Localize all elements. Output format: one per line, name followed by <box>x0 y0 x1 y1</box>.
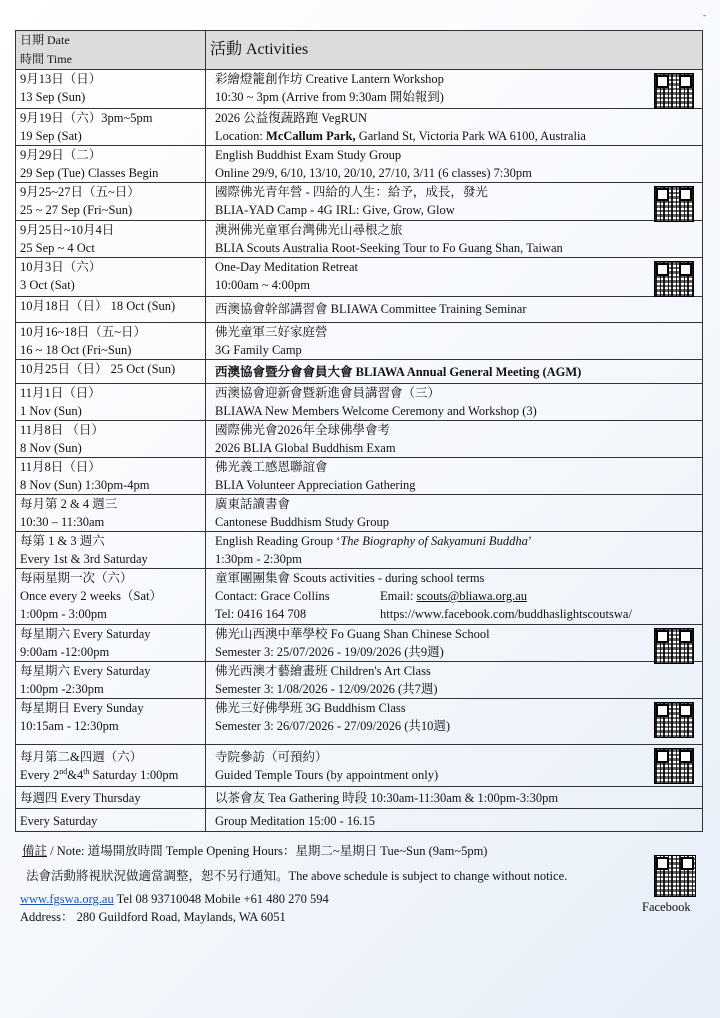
date-zh: 11月8日 （日） <box>20 423 104 437</box>
email-label: Email: <box>380 589 417 603</box>
table-row <box>16 146 703 183</box>
date-zh: 每月第 2 & 4 週三 <box>20 497 118 511</box>
date-zh: 每星期六 Every Saturday <box>20 627 151 641</box>
row-activity <box>206 258 703 297</box>
header-time: 時間 Time <box>20 52 72 66</box>
activity-detail: BLIA Scouts Australia Root-Seeking Tour to Fo Guang Shan, Taiwan <box>215 241 563 255</box>
row-activity <box>206 384 703 421</box>
book-title: The Biography of Sakyamuni Buddha <box>340 534 528 548</box>
date-part: Saturday 1:00pm <box>89 768 179 782</box>
row-activity <box>206 146 703 183</box>
date-en: 25 Sep ~ 4 Oct <box>20 241 95 255</box>
table-row <box>16 625 703 662</box>
header-date-time <box>16 31 206 70</box>
row-date <box>16 323 206 360</box>
row-activity <box>206 569 703 625</box>
activity-title: 澳洲佛光童軍台灣佛光山尋根之旅 <box>215 223 403 237</box>
date-en: Once every 2 weeks（Sat） <box>20 589 162 603</box>
date-en: 8 Nov (Sun) 1:30pm-4pm <box>20 478 150 492</box>
date-en: 8 Nov (Sun) <box>20 441 82 455</box>
facebook-label: Facebook <box>642 900 691 914</box>
activity-title: 以茶會友 Tea Gathering 時段 10:30am-11:30am & 1:00pm-3:30pm <box>215 791 559 805</box>
date-en: 13 Sep (Sun) <box>20 90 86 104</box>
date-en <box>20 766 202 784</box>
phone-numbers: Tel 08 93710048 Mobile +61 480 270 594 <box>113 892 329 906</box>
row-activity <box>206 745 703 787</box>
row-date <box>16 625 206 662</box>
table-row <box>16 360 703 384</box>
date-en: 25 ~ 27 Sep (Fri~Sun) <box>20 203 133 217</box>
row-date <box>16 569 206 625</box>
activity-detail: Guided Temple Tours (by appointment only) <box>215 768 439 782</box>
activity-detail: 10:30 ~ 3pm (Arrive from 9:30am 開始報到) <box>215 90 444 104</box>
date-en: 10:15am - 12:30pm <box>20 719 119 733</box>
qr-code-icon[interactable] <box>654 628 694 664</box>
row-date <box>16 384 206 421</box>
row-activity <box>206 787 703 809</box>
row-date <box>16 297 206 323</box>
date-zh: 10月18日（日） 18 Oct (Sun) <box>20 299 176 313</box>
row-date <box>16 495 206 532</box>
date-zh: 11月1日（日） <box>20 386 101 400</box>
location-label: Location: <box>215 129 267 143</box>
date-zh: 每第 1 & 3 週六 <box>20 534 105 548</box>
activity-detail: Online 29/9, 6/10, 13/10, 20/10, 27/10, 3/11 (6 classes) 7:30pm <box>215 166 532 180</box>
activity-title: 西澳協會暨分會會員大會 BLIAWA Annual General Meeting (AGM) <box>215 365 582 379</box>
row-date <box>16 221 206 258</box>
activity-title: English Buddhist Exam Study Group <box>215 148 402 162</box>
activity-title <box>215 532 699 550</box>
activity-title: 彩繪燈籠創作坊 Creative Lantern Workshop <box>215 72 444 86</box>
row-activity <box>206 532 703 569</box>
table-row <box>16 109 703 146</box>
table-row <box>16 745 703 787</box>
date-time: 1:00pm - 3:00pm <box>20 607 107 621</box>
header-activities: 活動 Activities <box>206 31 703 70</box>
table-row <box>16 297 703 323</box>
activity-detail: Semester 3: 1/08/2026 - 12/09/2026 (共7週) <box>215 682 438 696</box>
website-link[interactable]: www.fgswa.org.au <box>20 892 114 906</box>
activity-title: 國際佛光青年營 - 四給的人生：給予，成長，發光 <box>215 185 488 199</box>
row-date <box>16 809 206 832</box>
header-date: 日期 Date <box>20 33 70 47</box>
date-en: Every 1st & 3rd Saturday <box>20 552 148 566</box>
date-en: Every Saturday <box>20 814 98 828</box>
activity-detail: BLIA-YAD Camp - 4G IRL: Give, Grow, Glow <box>215 203 455 217</box>
date-zh: 每兩星期一次（六） <box>20 571 133 585</box>
table-row <box>16 384 703 421</box>
date-zh: 10月16~18日（五~日） <box>20 325 147 339</box>
location-address: Garland St, Victoria Park WA 6100, Australia <box>355 129 586 143</box>
qr-code-icon[interactable] <box>654 186 694 222</box>
activity-title: 佛光三好佛學班 3G Buddhism Class <box>215 701 406 715</box>
date-ordinal: th <box>83 766 90 776</box>
row-activity <box>206 360 703 384</box>
table-row <box>16 569 703 625</box>
date-zh: 9月29日（二） <box>20 148 102 162</box>
table-row <box>16 458 703 495</box>
date-en: 1 Nov (Sun) <box>20 404 82 418</box>
row-date <box>16 146 206 183</box>
row-date <box>16 745 206 787</box>
table-row <box>16 421 703 458</box>
opening-hours-note <box>20 842 700 860</box>
row-date <box>16 662 206 699</box>
table-row <box>16 699 703 745</box>
date-en: 3 Oct (Sat) <box>20 278 75 292</box>
table-row <box>16 183 703 221</box>
row-date <box>16 532 206 569</box>
date-zh: 9月25日~10月4日 <box>20 223 115 237</box>
date-part: Every 2 <box>20 768 60 782</box>
table-row <box>16 221 703 258</box>
activity-title: 佛光山西澳中華學校 Fo Guang Shan Chinese School <box>215 627 490 641</box>
activity-detail: 3G Family Camp <box>215 343 302 357</box>
date-ordinal: nd <box>59 766 68 776</box>
table-row <box>16 662 703 699</box>
row-activity <box>206 809 703 832</box>
date-zh: 10月25日（日） 25 Oct (Sun) <box>20 362 176 376</box>
row-date <box>16 458 206 495</box>
table-row <box>16 532 703 569</box>
activity-detail: 10:00am ~ 4:00pm <box>215 278 310 292</box>
row-activity <box>206 221 703 258</box>
row-date <box>16 70 206 109</box>
activity-title: 西澳協會迎新會暨新進會員講習會（三） <box>215 386 441 400</box>
note-text: / Note: 道場開放時間 Temple Opening Hours：星期二~星期日 Tue~Sun (9am~5pm) <box>47 844 488 858</box>
address: Address： 280 Guildford Road, Maylands, WA 6051 <box>20 910 286 924</box>
activity-title: 佛光義工感恩聯誼會 <box>215 460 328 474</box>
table-row <box>16 70 703 109</box>
row-activity <box>206 699 703 745</box>
table-row <box>16 787 703 809</box>
date-en: 10:30 – 11:30am <box>20 515 105 529</box>
footer <box>20 842 700 926</box>
row-activity <box>206 109 703 146</box>
activity-detail: BLIA Volunteer Appreciation Gathering <box>215 478 416 492</box>
qr-code-icon[interactable] <box>654 73 694 109</box>
title-prefix: English Reading Group ‘ <box>215 534 341 548</box>
date-zh: 每月第二&四週（六） <box>20 750 143 764</box>
activity-title: 佛光西澳才藝繪畫班 Children's Art Class <box>215 664 431 678</box>
date-part: &4 <box>67 768 84 782</box>
activity-location <box>215 127 699 145</box>
activity-title: 童軍團團集會 Scouts activities - during school terms <box>215 571 485 585</box>
schedule-table <box>15 30 703 832</box>
row-date <box>16 360 206 384</box>
row-activity <box>206 421 703 458</box>
date-zh: 每週四 Every Thursday <box>20 791 141 805</box>
activity-title: 國際佛光會2026年全球佛學會考 <box>215 423 391 437</box>
table-row <box>16 809 703 832</box>
activity-detail: Cantonese Buddhism Study Group <box>215 515 389 529</box>
row-date <box>16 258 206 297</box>
note-label: 備註 <box>22 844 48 858</box>
activity-title: 西澳協會幹部講習會 BLIAWA Committee Training Seminar <box>215 302 527 316</box>
date-zh: 10月3日（六） <box>20 260 102 274</box>
row-activity <box>206 297 703 323</box>
activity-title: 佛光童軍三好家庭營 <box>215 325 328 339</box>
activity-title: Group Meditation 15:00 - 16.15 <box>215 814 376 828</box>
activity-detail: Semester 3: 26/07/2026 - 27/09/2026 (共10週) <box>215 719 451 733</box>
table-row <box>16 323 703 360</box>
activity-title: 2026 公益復蔬路跑 VegRUN <box>215 111 368 125</box>
date-en: 9:00am -12:00pm <box>20 645 110 659</box>
activity-detail: Semester 3: 25/07/2026 - 19/09/2026 (共9週) <box>215 645 444 659</box>
contact-name: Contact: Grace Collins <box>215 589 330 603</box>
activity-detail: 2026 BLIA Global Buddhism Exam <box>215 441 396 455</box>
row-activity <box>206 625 703 662</box>
table-row <box>16 258 703 297</box>
facebook-qr-code-icon[interactable] <box>654 855 696 897</box>
row-activity <box>206 323 703 360</box>
activity-title: 廣東話讀書會 <box>215 497 291 511</box>
row-date <box>16 787 206 809</box>
location-park: McCallum Park, <box>266 129 356 143</box>
row-activity <box>206 70 703 109</box>
date-en: 19 Sep (Sat) <box>20 129 82 143</box>
date-en: 16 ~ 18 Oct (Fri~Sun) <box>20 343 132 357</box>
activity-title: One-Day Meditation Retreat <box>215 260 359 274</box>
date-zh: 每星期六 Every Saturday <box>20 664 151 678</box>
row-date <box>16 699 206 745</box>
activity-detail: BLIAWA New Members Welcome Ceremony and Workshop (3) <box>215 404 537 418</box>
row-date <box>16 183 206 221</box>
date-zh: 9月19日（六）3pm~5pm <box>20 111 153 125</box>
row-activity <box>206 458 703 495</box>
qr-code-icon[interactable] <box>654 261 694 297</box>
email-link[interactable]: scouts@bliawa.org.au <box>416 589 528 603</box>
row-date <box>16 109 206 146</box>
activity-title: 寺院參訪（可預約） <box>215 750 328 764</box>
date-zh: 每星期日 Every Sunday <box>20 701 144 715</box>
activity-detail: 1:30pm - 2:30pm <box>215 552 302 566</box>
date-zh: 9月13日（日） <box>20 72 102 86</box>
row-activity <box>206 662 703 699</box>
facebook-link[interactable]: https://www.facebook.com/buddhaslightscoutswa/ <box>380 607 632 621</box>
table-row <box>16 495 703 532</box>
title-suffix: ’ <box>527 534 532 548</box>
contact-line <box>20 890 700 908</box>
row-activity <box>206 495 703 532</box>
contact-block <box>215 587 699 623</box>
date-zh: 11月8日（日） <box>20 460 101 474</box>
contact-email <box>380 587 527 605</box>
schedule-notice: 法會活動將視狀況做適當調整，恕不另行通知。The above schedule is subject to change without notice. <box>26 869 568 883</box>
date-en: 1:00pm -2:30pm <box>20 682 104 696</box>
contact-phone: Tel: 0416 164 708 <box>215 607 307 621</box>
row-date <box>16 421 206 458</box>
qr-code-icon[interactable] <box>654 748 694 784</box>
table-header <box>16 31 703 70</box>
qr-code-icon[interactable] <box>654 702 694 738</box>
page-mark: - <box>703 10 706 20</box>
date-en: 29 Sep (Tue) Classes Begin <box>20 166 159 180</box>
row-activity <box>206 183 703 221</box>
date-zh: 9月25~27日（五~日） <box>20 185 140 199</box>
